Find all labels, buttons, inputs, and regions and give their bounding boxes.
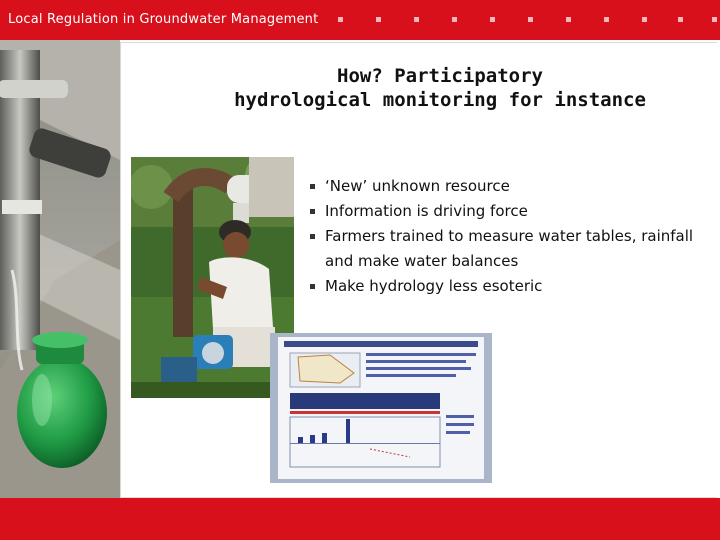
header-square-decoration [712, 17, 717, 22]
header-square-decoration [604, 17, 609, 22]
bullet-item [300, 199, 710, 224]
header-square-decoration [452, 17, 457, 22]
bullet-item [300, 224, 710, 274]
monitoring-poster-photo [270, 333, 492, 483]
header-square-decoration [376, 17, 381, 22]
bullet-square-icon [310, 284, 315, 289]
footer-bar [0, 498, 720, 540]
header-square-decoration [414, 17, 419, 22]
bullet-text: Make hydrology less esoteric [325, 277, 543, 295]
slide-heading-line-2: hydrological monitoring for instance [234, 89, 646, 111]
bullet-item [300, 274, 710, 299]
bullet-square-icon [310, 234, 315, 239]
bullet-text: Information is driving force [325, 202, 528, 220]
header-square-decoration [338, 17, 343, 22]
slide-heading-line-1: How? Participatory [337, 65, 543, 87]
header-square-decoration [528, 17, 533, 22]
bullet-text: ‘New’ unknown resource [325, 177, 510, 195]
bullet-text: Farmers trained to measure water tables, rainfall and make water balances [325, 227, 694, 270]
presentation-title: Local Regulation in Groundwater Management [8, 12, 319, 27]
header-square-decoration [566, 17, 571, 22]
header-square-decoration [642, 17, 647, 22]
bullet-list [300, 174, 710, 299]
bullet-square-icon [310, 209, 315, 214]
header-bar [0, 0, 720, 40]
slide-heading [120, 64, 720, 112]
bullet-item [300, 174, 710, 199]
hand-pump-photo [0, 40, 120, 498]
header-square-decoration [490, 17, 495, 22]
header-square-decoration [678, 17, 683, 22]
bullet-square-icon [310, 184, 315, 189]
